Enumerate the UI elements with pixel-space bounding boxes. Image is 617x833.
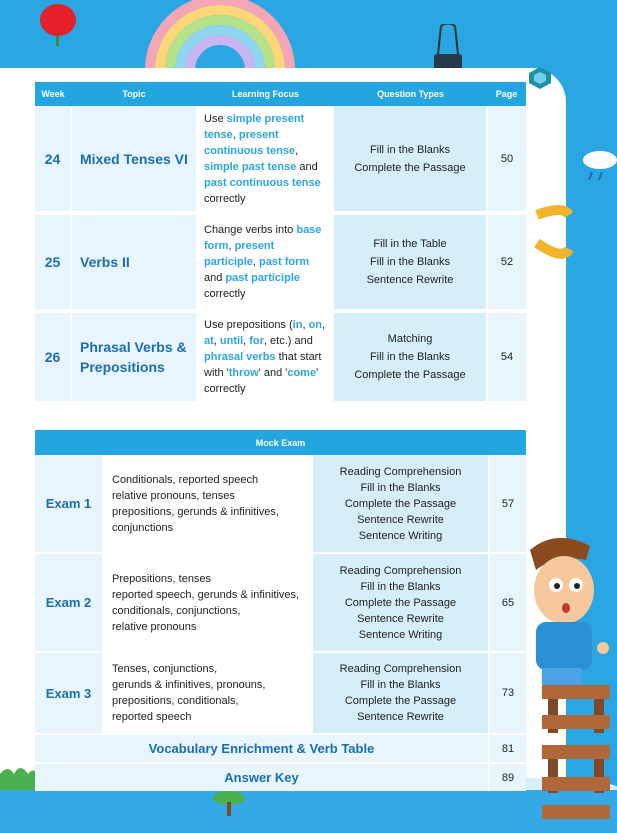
table-row — [35, 735, 526, 762]
focus-text: correctly — [204, 288, 246, 300]
header-week: Week — [41, 89, 65, 99]
list-item: reported speech — [112, 711, 192, 723]
list-item: Reading Comprehension — [339, 564, 462, 577]
learning-focus — [197, 215, 334, 309]
exam-question-types — [313, 455, 489, 552]
exam-topics — [103, 455, 313, 552]
list-item: Sentence Writing — [358, 529, 443, 542]
list-item: gerunds & infinitives, pronouns, — [112, 679, 266, 691]
focus-text: , — [295, 144, 299, 157]
list-item: Sentence Rewrite — [357, 513, 444, 526]
table-row — [35, 106, 526, 211]
focus-text: Change verbs into — [204, 224, 297, 236]
list-item: relative pronouns — [112, 620, 197, 633]
units-table-header — [35, 82, 526, 106]
highlighted-term: in — [292, 319, 303, 331]
highlighted-term: for — [249, 335, 264, 347]
exam-topics — [103, 653, 313, 733]
focus-text: and — [296, 160, 318, 173]
focus-text: ' and ' — [258, 367, 288, 379]
page-number: 52 — [487, 215, 526, 309]
topic-title: Verbs II — [71, 215, 197, 309]
highlighted-term: simple past tense — [204, 160, 297, 173]
list-item: Tenses, conjunctions, — [112, 663, 218, 675]
highlighted-term: throw — [228, 367, 259, 379]
list-item: Reading Comprehension — [339, 663, 462, 675]
highlighted-term: simple present tense — [204, 112, 305, 141]
list-item: Complete the Passage — [344, 497, 457, 510]
list-item: prepositions, gerunds & infinitives, — [112, 505, 279, 518]
list-item: Fill in the Blanks — [360, 679, 441, 691]
list-item: reported speech, gerunds & infinitives, — [112, 588, 300, 601]
highlighted-term: base form — [204, 224, 322, 252]
focus-text: Use — [204, 112, 227, 125]
apple-icon — [36, 2, 80, 46]
highlighted-term: on — [308, 319, 323, 331]
list-item: Complete the Passage — [354, 161, 466, 174]
list-item: relative pronouns, tenses — [112, 489, 235, 502]
boy-character-icon — [526, 530, 617, 700]
units-table — [35, 82, 526, 401]
table-row — [35, 554, 526, 651]
focus-text: , — [252, 256, 260, 268]
highlighted-term: until — [219, 335, 244, 347]
wooden-crates-icon — [542, 685, 610, 833]
list-item: Complete the Passage — [344, 596, 457, 609]
list-item: Complete the Passage — [354, 369, 466, 381]
highlighted-term: phrasal verbs — [204, 351, 276, 363]
list-item: Reading Comprehension — [339, 465, 462, 478]
highlighted-term: come — [287, 367, 317, 379]
highlighted-term: present participle — [204, 240, 275, 268]
list-item: Fill in the Blanks — [360, 580, 441, 593]
focus-text: , — [302, 319, 309, 331]
list-item: Prepositions, tenses — [112, 572, 212, 585]
learning-focus — [197, 313, 334, 401]
highlighted-term: past continuous tense — [204, 176, 321, 189]
rainbow-icon — [140, 0, 300, 70]
list-item: Sentence Writing — [358, 628, 443, 641]
tree-icon — [212, 790, 246, 816]
list-item: Matching — [387, 333, 433, 345]
list-item: Fill in the Blanks — [360, 481, 441, 494]
topic-title: Phrasal Verbs & Prepositions — [71, 313, 197, 401]
list-item: Conditionals, reported speech — [112, 473, 259, 486]
focus-text: , — [213, 335, 220, 347]
question-types — [334, 313, 487, 401]
mock-exam-header — [35, 430, 526, 455]
exam-page: 65 — [489, 554, 526, 651]
ground — [0, 790, 617, 833]
sky-background — [0, 0, 617, 70]
exam-name: Exam 2 — [35, 554, 103, 651]
striped-tail-icon — [533, 205, 573, 265]
header-question-types: Question Types — [377, 89, 444, 99]
list-item: conjunctions — [112, 521, 174, 534]
focus-text: , etc.) and — [263, 335, 313, 347]
focus-text: , — [232, 128, 239, 141]
table-row — [35, 455, 526, 552]
page-number: 54 — [487, 313, 526, 401]
list-item: Sentence Rewrite — [366, 274, 454, 286]
header-learning-focus: Learning Focus — [231, 89, 299, 99]
header-page: Page — [495, 89, 518, 99]
list-item: Fill in the Blanks — [369, 143, 451, 156]
bush-icon — [0, 760, 40, 790]
header-topic: Topic — [122, 89, 146, 99]
exam-question-types — [313, 554, 489, 651]
learning-focus — [197, 106, 334, 211]
highlighted-term: past form — [259, 256, 310, 268]
question-types — [334, 215, 487, 309]
focus-text: ' correctly — [204, 367, 319, 395]
table-row — [35, 764, 526, 791]
focus-text: , — [243, 335, 250, 347]
vocabulary-enrichment: Vocabulary Enrichment & Verb Table — [35, 735, 489, 762]
list-item: Fill in the Blanks — [369, 351, 451, 363]
exam-name: Exam 3 — [35, 653, 103, 733]
week-number: 26 — [35, 313, 71, 401]
list-item: conditionals, conjunctions, — [112, 604, 241, 617]
mock-exam-title: Mock Exam — [255, 437, 306, 448]
focus-text: , — [228, 240, 235, 252]
exam-page: 57 — [489, 455, 526, 552]
focus-text: and — [204, 272, 226, 284]
table-row — [35, 653, 526, 733]
list-item: Complete the Passage — [344, 695, 457, 707]
exam-question-types — [313, 653, 489, 733]
list-item: Sentence Rewrite — [357, 711, 444, 723]
table-row — [35, 313, 526, 401]
highlighted-term: present continuous tense — [204, 128, 296, 157]
list-item: prepositions, conditionals, — [112, 695, 239, 707]
question-types — [334, 106, 487, 211]
vocabulary-page: 81 — [489, 735, 526, 762]
gem-icon — [528, 66, 552, 90]
exam-name: Exam 1 — [35, 455, 103, 552]
week-number: 24 — [35, 106, 71, 211]
mock-exam-table — [35, 430, 526, 791]
table-row — [35, 215, 526, 309]
answer-key-page: 89 — [489, 764, 526, 791]
exam-page: 73 — [489, 653, 526, 733]
rain-cloud-icon — [582, 146, 617, 186]
topic-title: Mixed Tenses VI — [71, 106, 197, 211]
focus-text: that start with ' — [204, 351, 322, 379]
focus-text: correctly — [204, 192, 246, 205]
focus-text: Use prepositions ( — [204, 319, 293, 331]
list-item: Fill in the Blanks — [369, 256, 451, 268]
week-number: 25 — [35, 215, 71, 309]
answer-key: Answer Key — [35, 764, 489, 791]
list-item: Sentence Rewrite — [357, 612, 444, 625]
focus-text: , — [322, 319, 326, 331]
highlighted-term: at — [204, 335, 214, 347]
exam-topics — [103, 554, 313, 651]
list-item: Fill in the Table — [373, 238, 447, 250]
page-number: 50 — [487, 106, 526, 211]
highlighted-term: past participle — [225, 272, 300, 284]
